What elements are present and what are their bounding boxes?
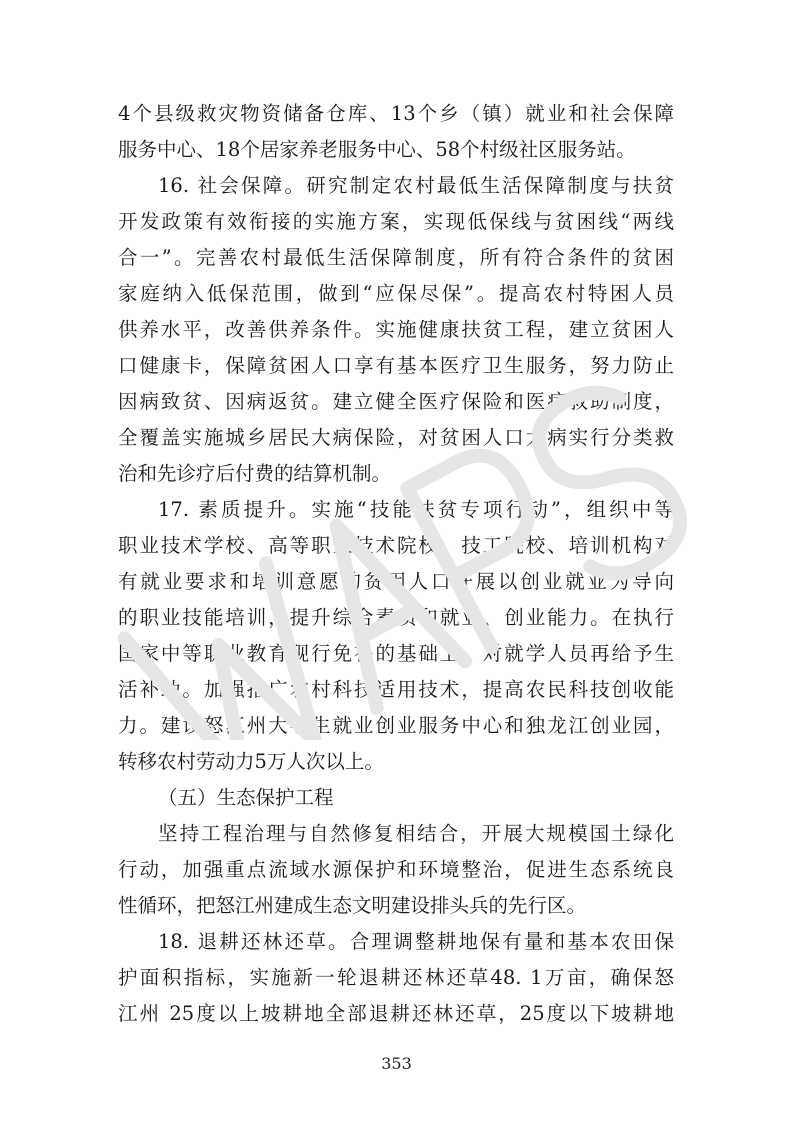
- page-number: 353: [381, 1054, 412, 1073]
- text-line: 服务中心、18个居家养老服务中心、58个村级社区服务站。: [118, 138, 636, 161]
- paragraph-start-16: 16. 社会保障。研究制定农村最低生活保障制度与扶贫: [158, 174, 674, 197]
- text-line: 因病致贫、因病返贫。建立健全医疗保险和医疗救助制度，: [118, 390, 674, 413]
- text-line: 供养水平，改善供养条件。实施健康扶贫工程，建立贫困人: [118, 318, 674, 341]
- text-line: 4个县级救灾物资储备仓库、13个乡（镇）就业和社会保障: [118, 102, 674, 125]
- text-line: 转移农村劳动力5万人次以上。: [118, 750, 384, 773]
- text-line: 护面积指标，实施新一轮退耕还林还草48. 1万亩，确保怒: [118, 966, 674, 989]
- text-line: 开发政策有效衔接的实施方案，实现低保线与贫困线“两线: [118, 210, 674, 233]
- text-line: 治和先诊疗后付费的结算机制。: [118, 462, 392, 485]
- text-line: 行动，加强重点流域水源保护和环境整治，促进生态系统良: [118, 858, 674, 881]
- text-line: 全覆盖实施城乡居民大病保险，对贫困人口大病实行分类救: [118, 426, 674, 449]
- text-line: 职业技术学校、高等职业技术院校、技工院校、培训机构对: [118, 534, 674, 557]
- text-line: 江州 25度以上坡耕地全部退耕还林还草，25度以下坡耕地: [118, 1002, 674, 1025]
- document-body: [118, 96, 674, 1032]
- text-line: 的职业技能培训，提升综合素质和就业、创业能力。在执行: [118, 606, 674, 629]
- text-line: 有就业要求和培训意愿的贫困人口开展以创业就业为导向: [118, 570, 674, 593]
- text-line: 合一”。完善农村最低生活保障制度，所有符合条件的贫困: [118, 246, 674, 269]
- text-line: 活补助。加强推广农村科技适用技术，提高农民科技创收能: [118, 678, 674, 701]
- text-line: 力。建设怒江州大学生就业创业服务中心和独龙江创业园，: [118, 714, 674, 737]
- text-line: 性循环，把怒江州建成生态文明建设排头兵的先行区。: [118, 894, 587, 917]
- paragraph-start-18: 18. 退耕还林还草。合理调整耕地保有量和基本农田保: [158, 930, 674, 953]
- text-line: 国家中等职业教育现行免补的基础上，对就学人员再给予生: [118, 642, 674, 665]
- paragraph-start-section-5: 坚持工程治理与自然修复相结合，开展大规模国土绿化: [158, 822, 674, 845]
- section-heading: （五）生态保护工程: [158, 786, 334, 809]
- text-line: 口健康卡，保障贫困人口享有基本医疗卫生服务，努力防止: [118, 354, 674, 377]
- text-line: 家庭纳入低保范围，做到“应保尽保”。提高农村特困人员: [118, 282, 674, 305]
- paragraph-start-17: 17. 素质提升。实施“技能扶贫专项行动”，组织中等: [158, 498, 674, 521]
